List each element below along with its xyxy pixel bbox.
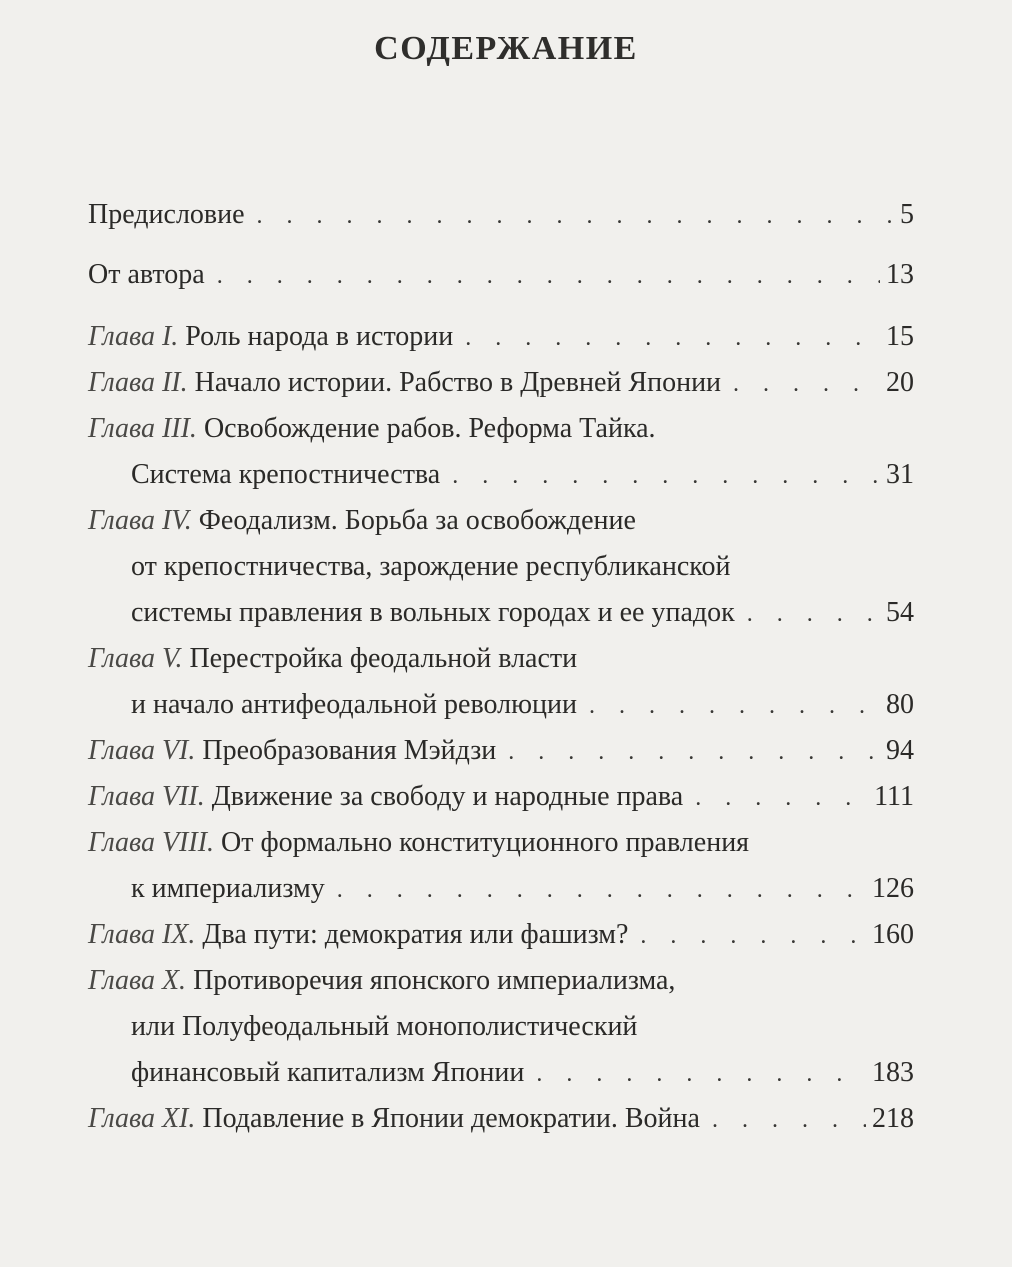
toc-entry-chapter-4-cont[interactable] (131, 593, 914, 633)
entry-title: Противоречия японского империализма, (186, 965, 676, 996)
dot-leader (695, 778, 868, 818)
chapter-label: Глава II. (88, 367, 188, 398)
dot-leader (733, 364, 880, 404)
page-number: 20 (886, 367, 914, 398)
toc-entry-chapter-3-cont[interactable] (131, 455, 914, 495)
entry-title: Начало истории. Рабство в Древней Японии (187, 367, 722, 398)
page-number: 15 (886, 321, 914, 352)
chapter-label: Глава VI. (88, 735, 196, 766)
dot-leader (337, 870, 866, 910)
dot-leader (257, 196, 894, 236)
chapter-label: Глава X. (88, 965, 187, 996)
page-title: СОДЕРЖАНИЕ (374, 30, 638, 67)
dot-leader (217, 256, 880, 296)
entry-title: Феодализм. Борьба за освобождение (191, 505, 636, 536)
entry-title: От формально конституционного правления (214, 827, 750, 858)
toc-entry-chapter-1[interactable] (88, 317, 914, 357)
entry-title-continued: и начало антифеодальной революции (131, 689, 577, 720)
dot-leader (712, 1100, 866, 1140)
page-number: 218 (872, 1103, 914, 1134)
page-number: 13 (886, 259, 914, 290)
page-number: 94 (886, 735, 914, 766)
dot-leader (452, 456, 880, 496)
toc-entry-chapter-8[interactable] (88, 823, 914, 863)
entry-title: Освобождение рабов. Реформа Тайка. (196, 413, 656, 444)
dot-leader (747, 594, 880, 634)
entry-title: Перестройка феодальной власти (182, 643, 578, 674)
toc-entry-chapter-2[interactable] (88, 363, 914, 403)
dot-leader (589, 686, 880, 726)
entry-title-continued: от крепостничества, зарождение республиканской (131, 551, 731, 582)
chapter-label: Глава XI. (88, 1103, 196, 1134)
table-of-contents (88, 0, 914, 1267)
toc-entry-chapter-9[interactable] (88, 915, 914, 955)
chapter-label: Глава V. (88, 643, 183, 674)
toc-entry-chapter-4-cont (131, 547, 914, 587)
toc-entry-author-note[interactable] (88, 255, 914, 295)
toc-entry-chapter-10-cont[interactable] (131, 1053, 914, 1093)
toc-entry-chapter-5[interactable] (88, 639, 914, 679)
toc-entry-chapter-6[interactable] (88, 731, 914, 771)
chapter-label: Глава III. (88, 413, 197, 444)
entry-title: Движение за свободу и народные права (204, 781, 684, 812)
chapter-label: Глава VIII. (88, 827, 215, 858)
page-number: 80 (886, 689, 914, 720)
toc-entry-chapter-4[interactable] (88, 501, 914, 541)
entry-title-continued: Система крепостничества (131, 459, 441, 490)
page-number: 54 (886, 597, 914, 628)
page-number: 31 (886, 459, 914, 490)
entry-title: От автора (88, 259, 205, 290)
page-number: 5 (900, 199, 914, 230)
entry-title-continued: системы правления в вольных городах и ее упадок (131, 597, 735, 628)
entry-title: Подавление в Японии демократии. Война (195, 1103, 700, 1134)
page-number: 183 (872, 1057, 914, 1088)
toc-entry-preface[interactable] (88, 195, 914, 235)
dot-leader (465, 318, 880, 358)
chapter-label: Глава I. (88, 321, 179, 352)
page-number: 111 (874, 781, 914, 812)
dot-leader (508, 732, 880, 772)
page-number: 126 (872, 873, 914, 904)
chapter-label: Глава VII. (88, 781, 205, 812)
entry-title: Роль народа в истории (178, 321, 454, 352)
entry-title: Предисловие (88, 199, 245, 230)
toc-entry-chapter-8-cont[interactable] (131, 869, 914, 909)
toc-entry-chapter-10-cont (131, 1007, 914, 1047)
entry-title-continued: или Полуфеодальный монополистический (131, 1011, 638, 1042)
dot-leader (536, 1054, 866, 1094)
entry-title-continued: финансовый капитализм Японии (131, 1057, 525, 1088)
page-number: 160 (872, 919, 914, 950)
toc-entry-chapter-11[interactable] (88, 1099, 914, 1139)
toc-entry-chapter-5-cont[interactable] (131, 685, 914, 725)
entry-title-continued: к империализму (131, 873, 325, 904)
toc-entry-chapter-7[interactable] (88, 777, 914, 817)
chapter-label: Глава IV. (88, 505, 192, 536)
toc-entry-chapter-10[interactable] (88, 961, 914, 1001)
entry-title: Преобразования Мэйдзи (195, 735, 497, 766)
chapter-label: Глава IX. (88, 919, 196, 950)
toc-entry-chapter-3[interactable] (88, 409, 914, 449)
entry-title: Два пути: демократия или фашизм? (195, 919, 629, 950)
dot-leader (640, 916, 866, 956)
